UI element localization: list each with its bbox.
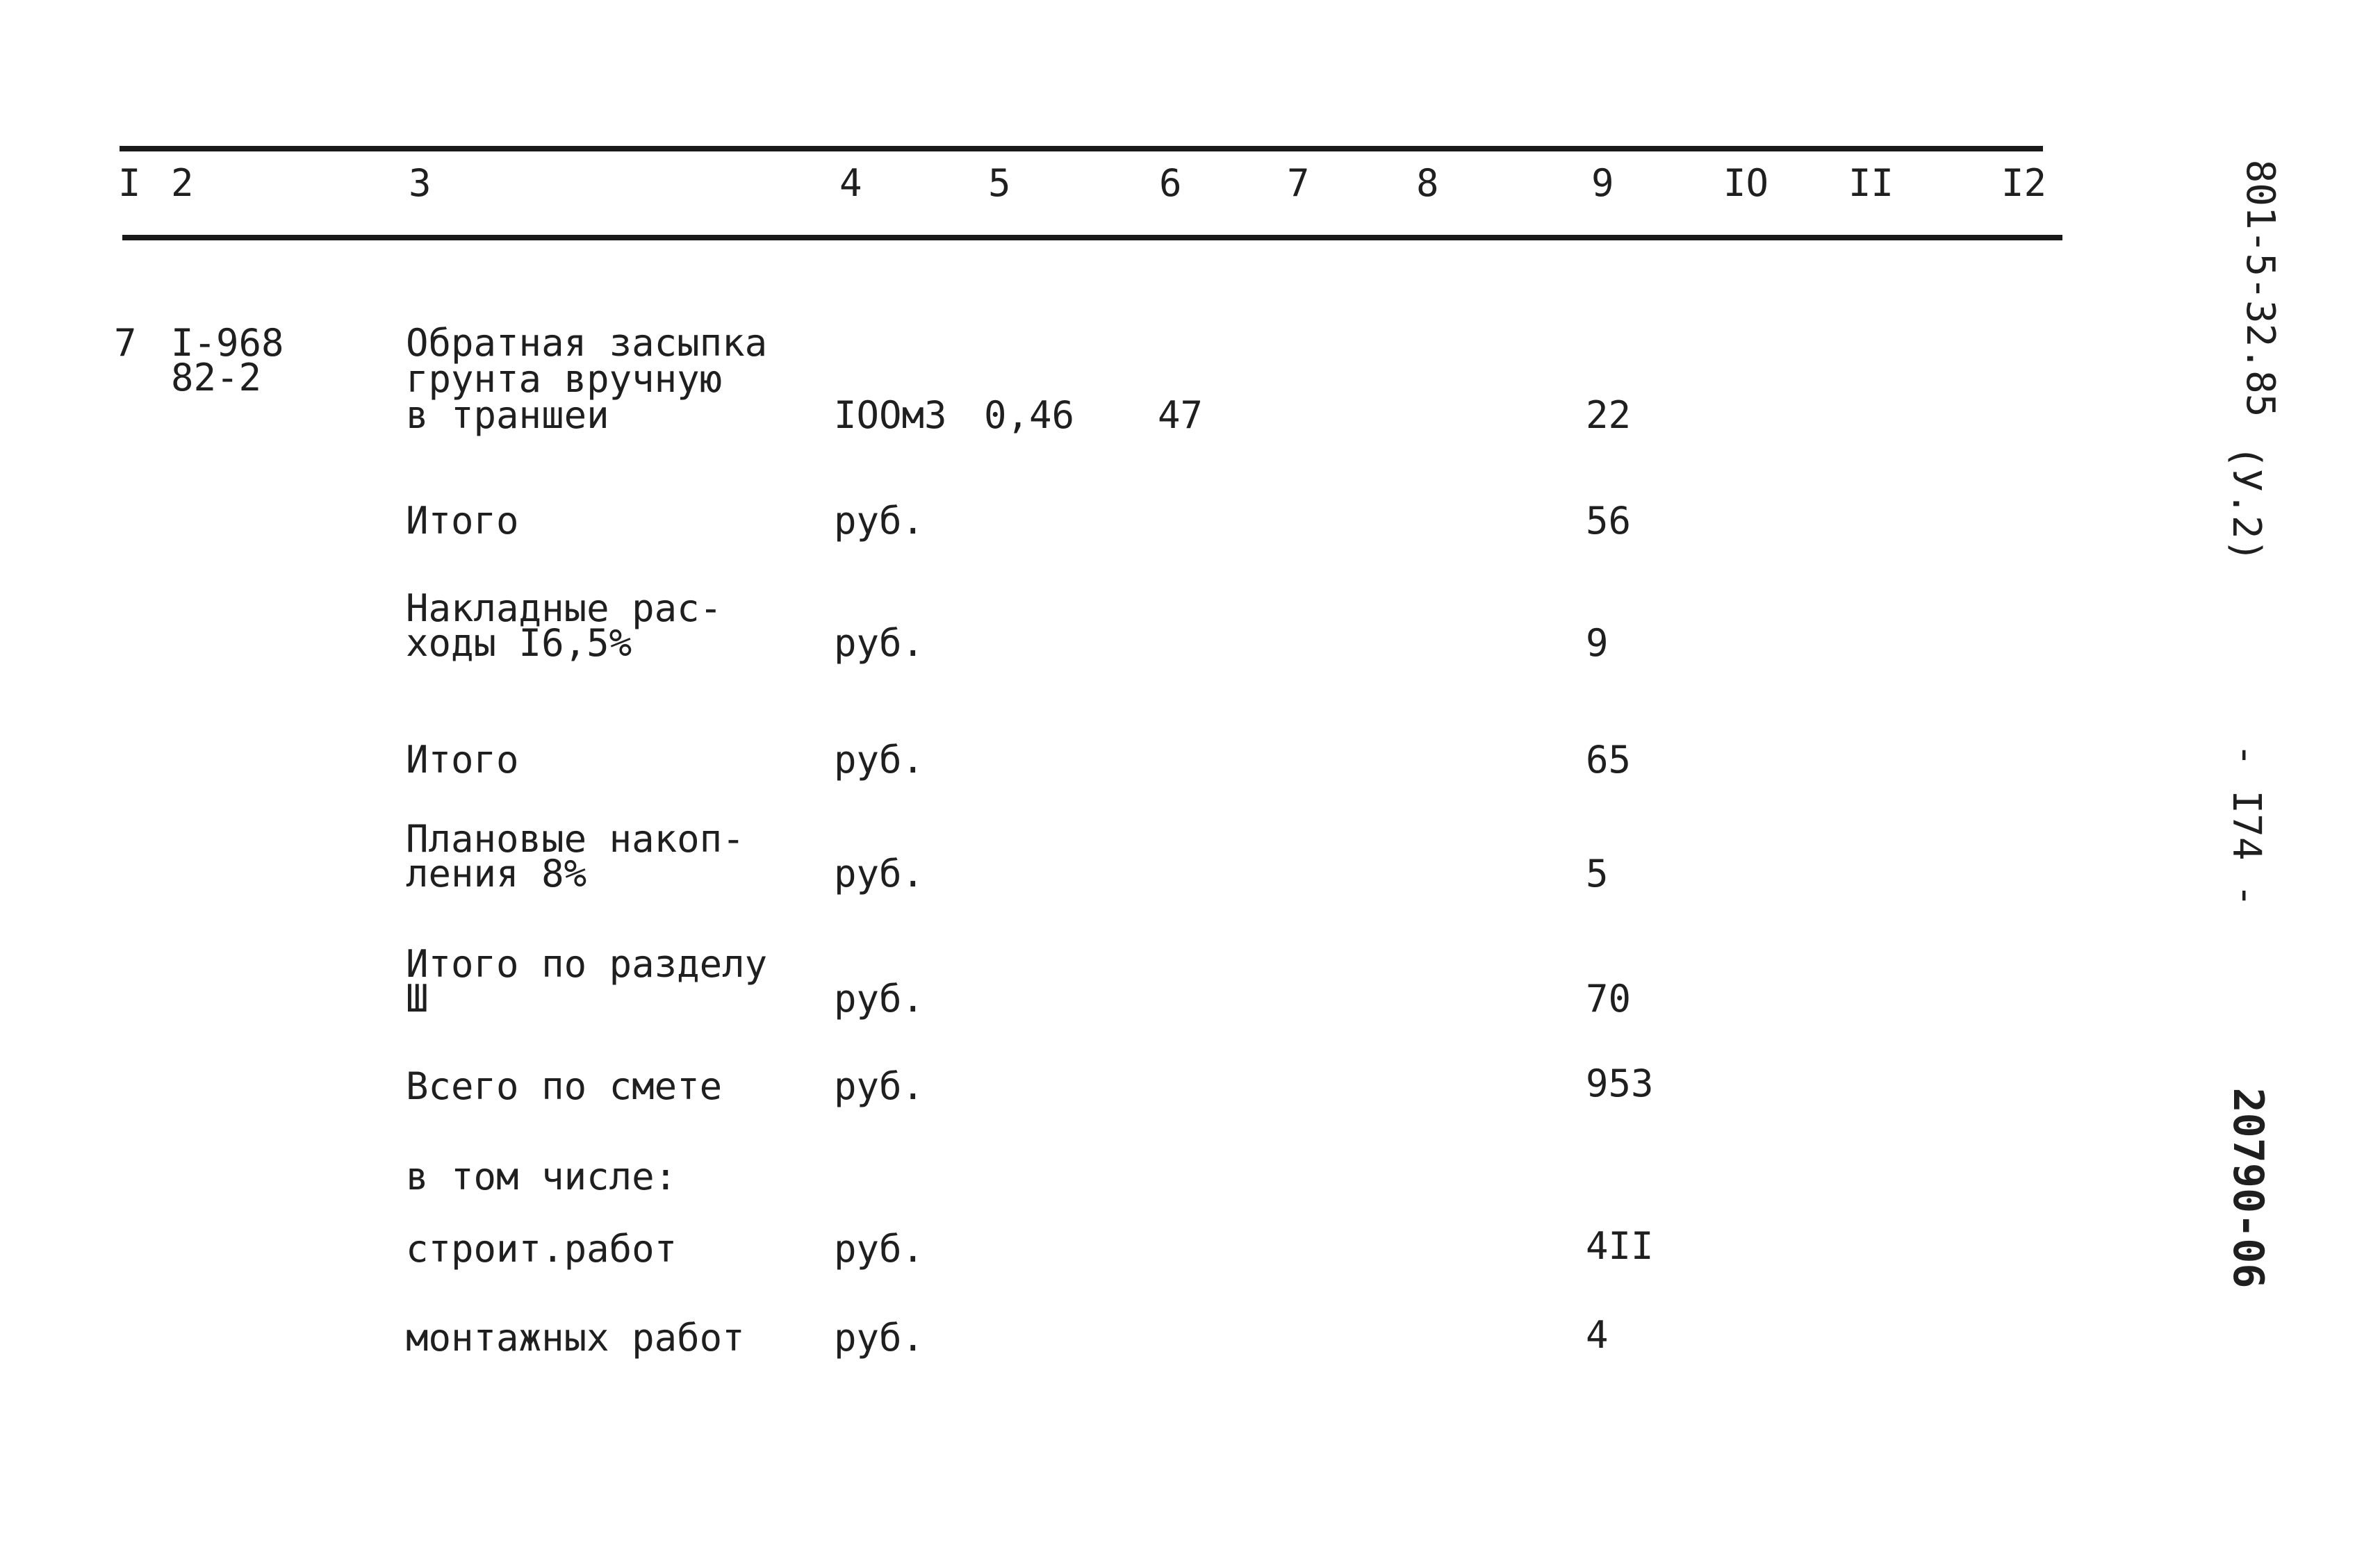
item-name-line-2: грунта вручную [406,357,723,401]
construction-works-unit: руб. [834,1227,925,1271]
subtotal-2-unit: руб. [834,738,925,782]
header-col-8: 8 [1416,161,1439,205]
header-col-9: 9 [1591,161,1614,205]
overhead-label-line-1: Накладные рас- [406,586,723,630]
table-header-rule [122,235,2062,240]
overhead-label-line-2: ходы I6,5% [406,621,632,665]
including-label: в том числе: [406,1155,678,1198]
margin-inventory-number: 20790-06 [2224,1087,2272,1289]
estimate-total-label: Всего по смете [406,1064,723,1108]
header-col-4: 4 [839,161,862,205]
overhead-unit: руб. [834,621,925,665]
subtotal-2-label: Итого [406,738,519,782]
header-col-2: 2 [171,161,194,205]
header-col-3: 3 [409,161,432,205]
norm-code-line-1: I-968 [171,321,284,365]
planned-savings-label-line-1: Плановые накоп- [406,817,745,861]
header-col-1: I [118,161,141,205]
header-col-5: 5 [988,161,1011,205]
planned-savings-unit: руб. [834,852,925,896]
planned-savings-value: 5 [1586,852,1609,896]
construction-works-label: строит.работ [406,1227,678,1271]
subtotal-2-value: 65 [1586,738,1632,782]
item-name-line-3: в траншеи [406,393,609,437]
margin-part: (У.2) [2224,445,2269,563]
table-top-rule [120,146,2043,151]
item-total: 22 [1586,393,1632,437]
subtotal-value: 56 [1586,499,1632,543]
margin-page-number: - I74 - [2224,743,2269,908]
item-quantity: 0,46 [984,393,1075,437]
overhead-value: 9 [1586,621,1609,665]
assembly-works-label: монтажных работ [406,1316,745,1360]
margin-doc-code: 801-5-32.85 [2238,159,2283,418]
subtotal-unit: руб. [834,499,925,543]
header-col-11: II [1848,161,1894,205]
construction-works-value: 4II [1586,1224,1654,1268]
estimate-total-value: 953 [1586,1062,1654,1105]
section-total-label-line-1: Итого по разделу [406,942,768,986]
assembly-works-value: 4 [1586,1313,1609,1357]
header-col-12: I2 [2001,161,2047,205]
item-unit-price: 47 [1158,393,1204,437]
estimate-total-unit: руб. [834,1064,925,1108]
section-total-label-line-2: Ш [406,977,429,1021]
item-unit: IOOм3 [834,393,947,437]
header-col-6: 6 [1159,161,1182,205]
assembly-works-unit: руб. [834,1316,925,1360]
planned-savings-label-line-2: ления 8% [406,852,587,896]
item-name-line-1: Обратная засыпка [406,321,768,365]
section-total-unit: руб. [834,977,925,1021]
row-number: 7 [114,321,137,365]
header-col-7: 7 [1287,161,1310,205]
section-total-value: 70 [1586,977,1632,1021]
norm-code-line-2: 82-2 [171,356,262,399]
subtotal-label: Итого [406,499,519,543]
header-col-10: IO [1723,161,1769,205]
